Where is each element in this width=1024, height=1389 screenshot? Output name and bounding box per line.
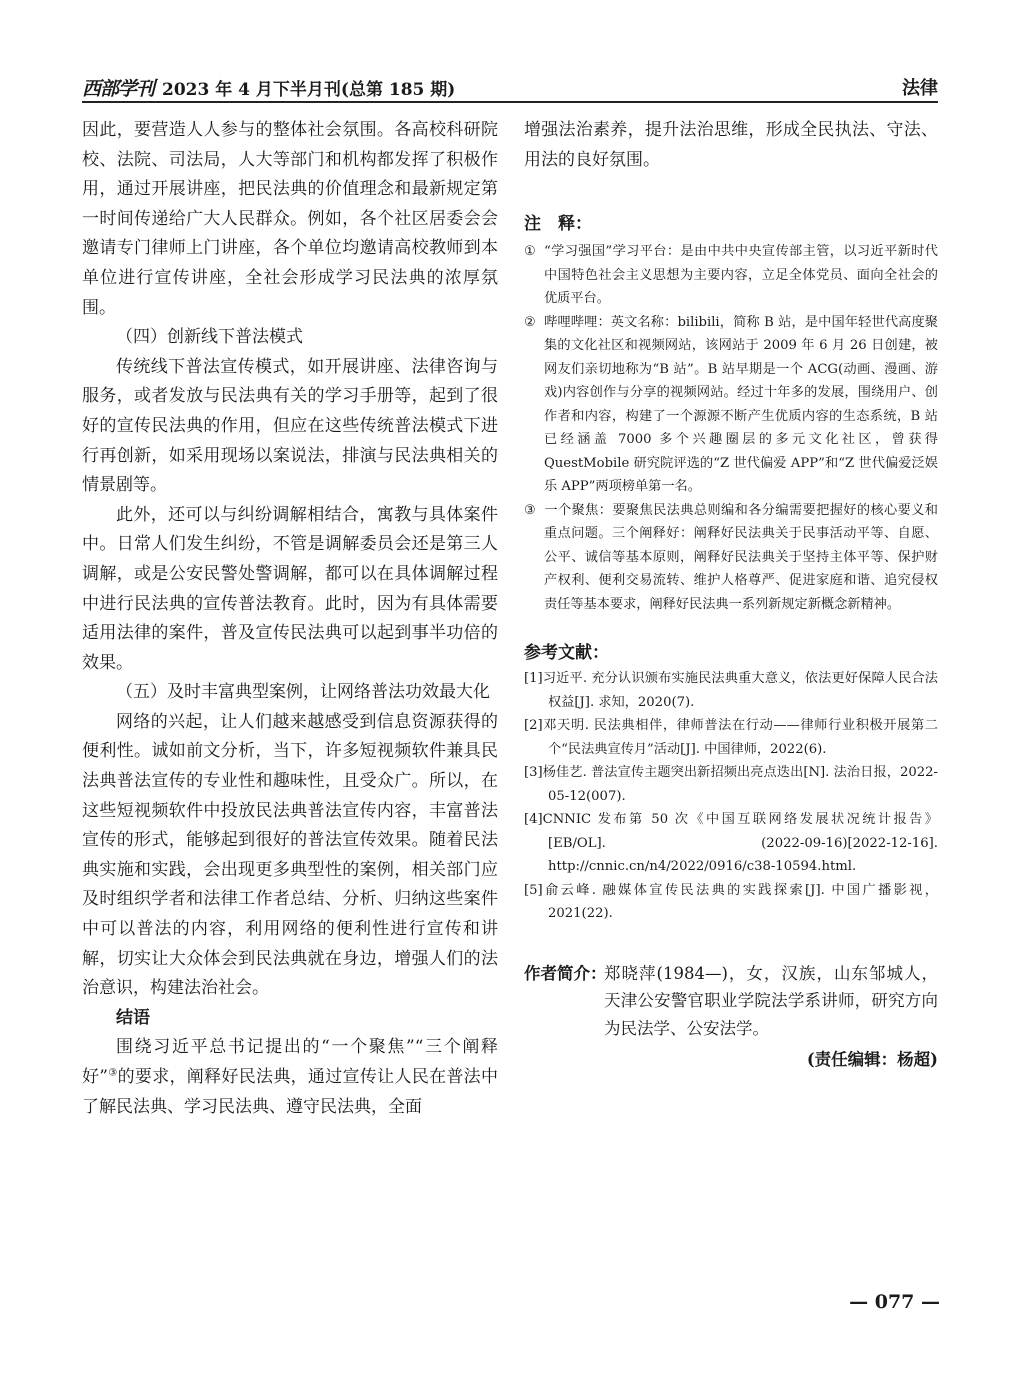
notes-heading: 注 释：: [524, 214, 592, 235]
section-heading-4: （四）创新线下普法模式: [116, 327, 303, 348]
conclusion-text-end: 的要求，阐释好民法典，通过宣传让人民在普法中了解民法典、学习民法典、遵守民法典，全面: [82, 1067, 498, 1117]
reference-1: [1]习近平. 充分认识颁布实施民法典重大意义，依法更好保障人民合法权益[J]. 求知，2020(7).: [524, 671, 938, 710]
left-column: [82, 116, 498, 1122]
reference-3: [3]杨佳艺. 普法宣传主题突出新招频出亮点迭出[N]. 法治日报，2022-05-12(007).: [524, 765, 938, 804]
reference-4: [4]CNNIC 发布第 50 次《中国互联网络发展状况统计报告》[EB/OL]. (2022-09-16)[2022-12-16]. http://cnnic.cn/n4/2022/0916/c38-10594.html.: [524, 812, 938, 875]
footnote-text: 哔哩哔哩：英文名称：bilibili，简称 B 站，是中国年轻世代高度聚集的文化社区和视频网站，该网站于 2009 年 6 月 26 日创建，被网友们亲切地称为“B 站”。B 站早期是一个 ACG(动画、漫画、游戏)内容创作与分享的视频网站。经过十年多的发展，围绕用户、创作者和内容，构建了一个源源不断产生优质内容的生态系统，B 站已经涵盖 7000 多个兴趣圈层的多元文化社区，曾获得 QuestMobile 研究院评选的“Z 世代偏爱 APP”和“Z 世代偏爱泛娱乐 APP”两项榜单第一名。: [544, 314, 938, 495]
issue-info: 2023 年 4 月下半月刊(总第 185 期): [162, 80, 456, 100]
page-number: — 077 —: [849, 1291, 940, 1313]
conclusion-heading: 结语: [116, 1007, 150, 1028]
author-bio-text: 郑晓萍(1984—)，女，汉族，山东邹城人，天津公安警官职业学院法学系讲师，研究方向为民法学、公安法学。: [604, 963, 938, 1038]
section-heading-5: （五）及时丰富典型案例，让网络普法功效最大化: [116, 682, 490, 703]
conclusion-text-start: 围绕习近平总书记提出的“一个聚焦”“三个阐释好”: [82, 1037, 498, 1087]
responsible-editor: (责任编辑：杨超): [806, 1050, 938, 1070]
header-divider: [82, 101, 938, 103]
footnote-text: “学习强国”学习平台：是由中共中央宣传部主管，以习近平新时代中国特色社会主义思想为主要内容，立足全体党员、面向全社会的优质平台。: [544, 244, 938, 307]
reference-5: [5]俞云峰. 融媒体宣传民法典的实践探索[J]. 中国广播影视，2021(22).: [524, 882, 938, 922]
footnote-number: ②: [524, 314, 536, 330]
references-heading: 参考文献：: [524, 643, 609, 664]
body-paragraph: 此外，还可以与纠纷调解相结合，寓教与具体案件中。日常人们发生纠纷，不管是调解委员会还是第三人调解，或是公安民警处警调解，都可以在具体调解过程中进行民法典的宣传普法教育。此时，因为有具体需要适用法律的案件，普及宣传民法典可以起到事半功倍的效果。: [82, 504, 498, 673]
reference-2: [2]邓天明. 民法典相伴，律师普法在行动——律师行业积极开展第二个“民法典宣传月”活动[J]. 中国律师，2022(6).: [524, 718, 938, 757]
footnote-number: ③: [524, 502, 536, 518]
journal-logo: 西部学刊: [82, 78, 155, 100]
footnote-2: [524, 311, 938, 499]
body-paragraph-continued: 增强法治素养，提升法治思维，形成全民执法、守法、用法的良好氛围。: [524, 120, 938, 170]
body-paragraph: 传统线下普法宣传模式，如开展讲座、法律咨询与服务，或者发放与民法典有关的学习手册等，起到了很好的宣传民法典的作用，但应在这些传统普法模式下进行再创新，如采用现场以案说法，排演与民法典相关的情景剧等。: [82, 356, 498, 496]
body-paragraph: 因此，要营造人人参与的整体社会氛围。各高校科研院校、法院、司法局，人大等部门和机构都发挥了积极作用，通过开展讲座，把民法典的价值理念和最新规定第一时间传递给广大人民群众。例如，各个社区居委会会邀请专门律师上门讲座，各个单位均邀请高校教师到本单位进行宣传讲座，全社会形成学习民法典的浓厚氛围。: [82, 120, 498, 318]
footnote-text: 一个聚焦：要聚焦民法典总则编和各分编需要把握好的核心要义和重点问题。三个阐释好：阐释好民法典关于民事活动平等、自愿、公平、诚信等基本原则，阐释好民法典关于坚持主体平等、保护财产权利、便利交易流转、维护人格尊严、促进家庭和谐、追究侵权责任等基本要求，阐释好民法典一系列新规定新概念新精神。: [544, 502, 938, 612]
footnote-number: ①: [524, 244, 536, 260]
author-bio-label: 作者简介：: [524, 963, 607, 983]
section-label: 法律: [902, 78, 938, 99]
footnote-3: [524, 499, 938, 617]
author-bio: [524, 960, 938, 1043]
page-header: [82, 74, 938, 98]
footnote-ref-3[interactable]: ③: [108, 1067, 118, 1079]
right-column: [524, 116, 938, 1070]
body-paragraph: 网络的兴起，让人们越来越感受到信息资源获得的便利性。诚如前文分析，当下，许多短视频软件兼具民法典普法宣传的专业性和趣味性，且受众广。所以，在这些短视频软件中投放民法典普法宣传内容，丰富普法宣传的形式，能够起到很好的普法宣传效果。随着民法典实施和实践，会出现更多典型性的案例，相关部门应及时组织学者和法律工作者总结、分析、归纳这些案件中可以普法的内容，利用网络的便利性进行宣传和讲解，切实让大众体会到民法典就在身边，增强人们的法治意识，构建法治社会。: [82, 711, 498, 999]
conclusion-paragraph: [82, 1033, 498, 1122]
footnote-1: [524, 240, 938, 311]
